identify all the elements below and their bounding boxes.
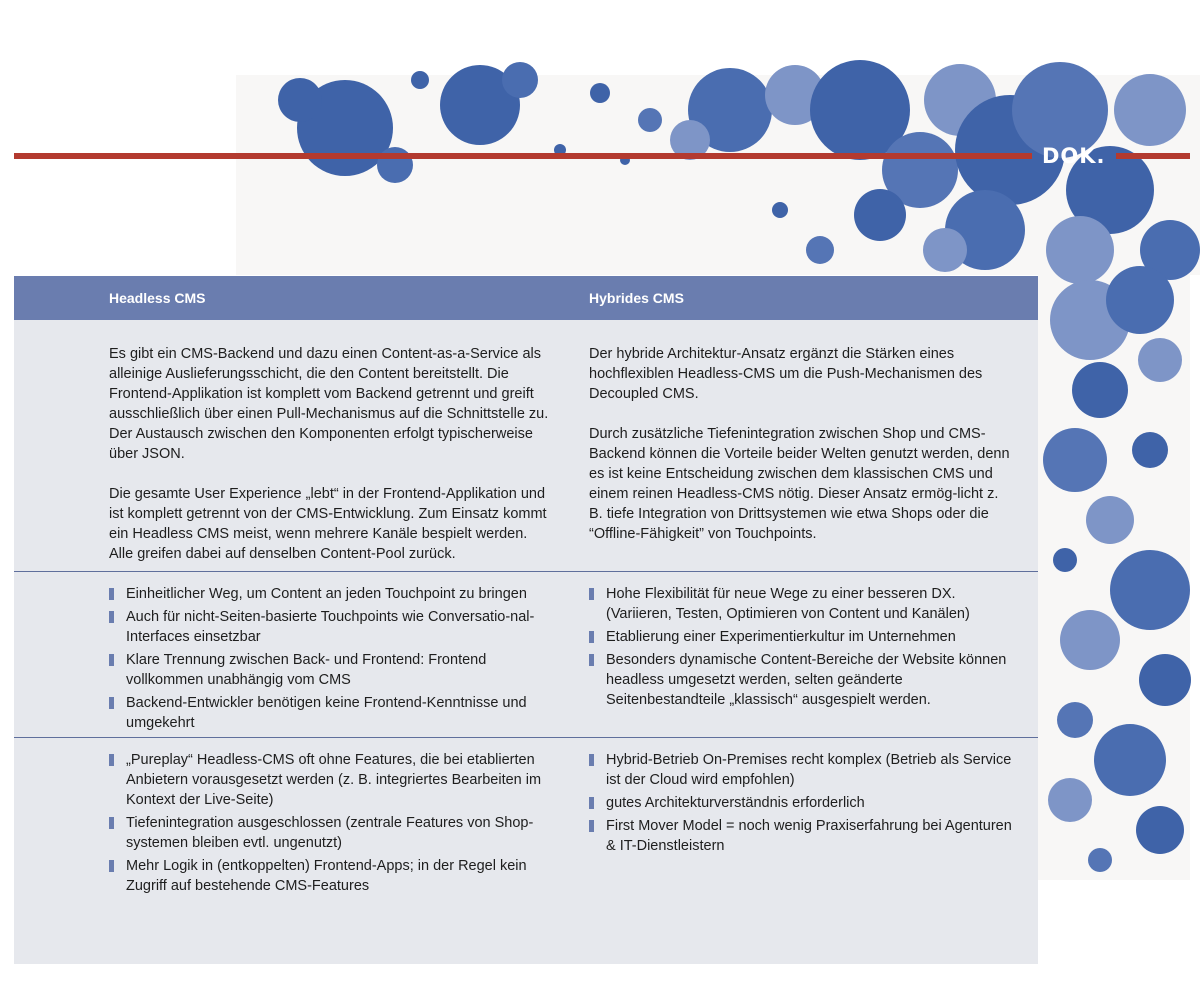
ink-blob: [1106, 266, 1174, 334]
list-item-text: Auch für nicht-Seiten-basierte Touchpoints wie Conversatio-nal-Interfaces einsetzbar: [126, 609, 535, 645]
ink-blob: [1114, 74, 1186, 146]
list-item: [589, 816, 1019, 856]
bullet-marker: [109, 697, 114, 709]
ink-blob: [638, 108, 662, 132]
ink-blob: [1139, 654, 1191, 706]
ink-blob: [278, 78, 322, 122]
list-item-text: Besonders dynamische Content-Bereiche der Website können headless umgesetzt werden, selten geänderte Seitenbestandteile „klassisch“ ausgespielt werden.: [606, 652, 1007, 708]
bullet-marker: [109, 588, 114, 600]
list-item-text: Einheitlicher Weg, um Content an jeden Touchpoint zu bringen: [126, 586, 527, 602]
ink-blob: [1053, 548, 1077, 572]
list-item: [109, 693, 554, 733]
bullet-marker: [109, 754, 114, 766]
row-divider: [14, 737, 1038, 738]
list-item-text: Etablierung einer Experimentierkultur im Unternehmen: [606, 629, 956, 645]
list-item: [109, 750, 554, 810]
list-item: [109, 856, 554, 896]
headless-disadvantages: [109, 750, 554, 899]
bullet-marker: [589, 631, 594, 643]
ink-blob: [1110, 550, 1190, 630]
list-item: [589, 627, 1019, 647]
ink-blob: [923, 228, 967, 272]
list-item-text: Backend-Entwickler benötigen keine Frontend-Kenntnisse und umgekehrt: [126, 695, 527, 731]
list-item: [589, 793, 1019, 813]
list-item: [589, 584, 1019, 624]
paragraph: Durch zusätzliche Tiefenintegration zwischen Shop und CMS-Backend können die Vorteile beider Welten genutzt werden, denn es ist keine Entscheidung zwischen dem klassischen CMS und einem reinen Headless-CMS nötig. Dieser Ansatz ermög-licht z. B. tiefe Integration von Drittsystemen wie etwa Shops oder die “Offline-Fähigkeit” von Touchpoints.: [589, 426, 1010, 542]
list-item: [589, 750, 1019, 790]
hybrid-disadvantages: [589, 750, 1019, 859]
ink-blob: [1086, 496, 1134, 544]
bullet-marker: [109, 860, 114, 872]
list-item-text: gutes Architekturverständnis erforderlich: [606, 795, 865, 811]
hybrid-advantages: [589, 584, 1019, 713]
bullet-marker: [109, 817, 114, 829]
brand-label: DOK.: [1042, 144, 1106, 168]
list-item-text: Tiefenintegration ausgeschlossen (zentrale Features von Shop-systemen bleiben evtl. ungenutzt): [126, 815, 534, 851]
ink-blob: [1132, 432, 1168, 468]
headless-description: [109, 344, 549, 564]
paragraph: Der hybride Architektur-Ansatz ergänzt die Stärken eines hochflexiblen Headless-CMS um die Push-Mechanismen des Decoupled CMS.: [589, 346, 983, 402]
list-item-text: „Pureplay“ Headless-CMS oft ohne Features, die bei etablierten Anbietern vorausgesetzt werden (z. B. integriertes Bearbeiten im Kontext der Live-Seite): [126, 752, 542, 808]
list-item-text: Klare Trennung zwischen Back- und Frontend: Frontend vollkommen unabhängig vom CMS: [126, 652, 487, 688]
row-divider: [14, 571, 1038, 572]
ink-blob: [806, 236, 834, 264]
paragraph: Die gesamte User Experience „lebt“ in der Frontend-Applikation und ist komplett getrennt von der CMS-Entwicklung. Zum Einsatz kommt ein Headless CMS meist, wenn mehrere Kanäle bespielt werden. Alle greifen dabei auf denselben Content-Pool zurück.: [109, 486, 547, 562]
list-item: [109, 813, 554, 853]
hybrid-description: [589, 344, 1014, 544]
list-item: [109, 584, 554, 604]
list-item-text: Hohe Flexibilität für neue Wege zu einer besseren DX. (Variieren, Testen, Optimieren von Content und Kanälen): [606, 586, 970, 622]
headless-advantages: [109, 584, 554, 736]
ink-blob: [854, 189, 906, 241]
ink-blob: [502, 62, 538, 98]
ink-blob: [1088, 848, 1112, 872]
ink-blob: [1048, 778, 1092, 822]
column-heading-hybrid: Hybrides CMS: [589, 290, 684, 306]
red-rule-right: [1116, 153, 1190, 159]
column-heading-headless: Headless CMS: [109, 290, 206, 306]
bullet-marker: [109, 654, 114, 666]
red-rule-left: [14, 153, 1032, 159]
list-item-text: Hybrid-Betrieb On-Premises recht komplex (Betrieb als Service ist der Cloud wird empfohlen): [606, 752, 1012, 788]
ink-blob: [1136, 806, 1184, 854]
list-item: [109, 650, 554, 690]
ink-blob: [1057, 702, 1093, 738]
paragraph: Es gibt ein CMS-Backend und dazu einen Content-as-a-Service als alleinige Auslieferungsschicht, die den Content bereitstellt. Die Frontend-Applikation ist komplett vom Backend getrennt und greift ausschließlich über einen Pull-Mechanismus auf die Schnittstelle zu. Der Austausch zwischen den Komponenten erfolgt typischerweise über JSON.: [109, 346, 549, 462]
ink-blob: [590, 83, 610, 103]
ink-blob: [1138, 338, 1182, 382]
ink-blob: [411, 71, 429, 89]
list-item: [109, 607, 554, 647]
ink-blob: [1060, 610, 1120, 670]
bullet-marker: [109, 611, 114, 623]
ink-blob: [1043, 428, 1107, 492]
bullet-marker: [589, 797, 594, 809]
ink-blob: [772, 202, 788, 218]
ink-blob: [1094, 724, 1166, 796]
bullet-marker: [589, 654, 594, 666]
ink-blob: [1072, 362, 1128, 418]
ink-blob: [1046, 216, 1114, 284]
bullet-marker: [589, 754, 594, 766]
list-item-text: First Mover Model = noch wenig Praxiserfahrung bei Agenturen & IT-Dienstleistern: [606, 818, 1012, 854]
bullet-marker: [589, 820, 594, 832]
list-item: [589, 650, 1019, 710]
bullet-marker: [589, 588, 594, 600]
list-item-text: Mehr Logik in (entkoppelten) Frontend-Apps; in der Regel kein Zugriff auf bestehende CMS-Features: [126, 858, 527, 894]
